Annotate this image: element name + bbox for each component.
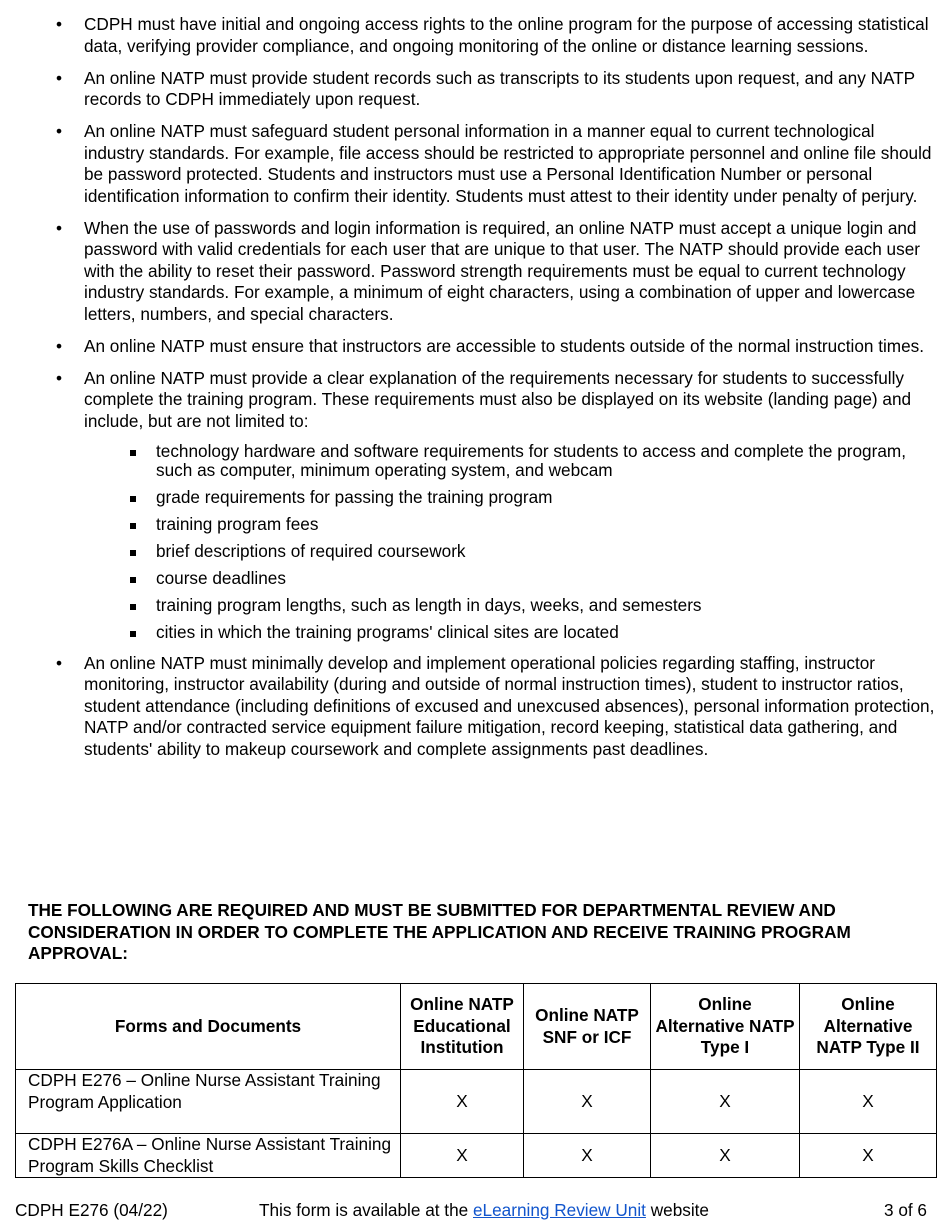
square-bullet-icon	[130, 523, 136, 529]
sub-bullet-text: technology hardware and software requirements for students to access and complete the program, such as computer, minimum operating system, and webcam	[156, 441, 906, 480]
sub-list-item	[84, 596, 936, 615]
requirement-mark: X	[524, 1070, 651, 1134]
form-id: CDPH E276 (04/22)	[15, 1200, 168, 1220]
requirement-mark: X	[651, 1134, 800, 1178]
sub-list-item	[84, 515, 936, 534]
column-header-type-2: Online Alternative NATP Type II	[800, 984, 937, 1070]
sub-list-item	[84, 542, 936, 561]
list-item	[56, 368, 936, 643]
page-number: 3 of 6	[883, 1200, 927, 1220]
document-name: CDPH E276A – Online Nurse Assistant Training Program Skills Checklist	[16, 1134, 401, 1178]
sub-list-item	[84, 488, 936, 507]
bullet-text: When the use of passwords and login information is required, an online NATP must accept a unique login and password with valid credentials for each user that are unique to that user. The NATP should provide each user with the ability to reset their password. Password strength requirements must be equal to current technology industry standards. For example, a minimum of eight characters, using a combination of upper and lowercase letters, numbers, and special characters.	[84, 217, 920, 324]
square-bullet-icon	[130, 496, 136, 502]
sub-bullet-text: training program fees	[156, 514, 319, 534]
column-header-educational: Online NATP Educational Institution	[401, 984, 524, 1070]
website-requirements-list	[84, 442, 936, 642]
list-item	[56, 121, 936, 207]
bullet-icon: •	[56, 121, 63, 141]
column-header-forms: Forms and Documents	[16, 984, 401, 1070]
requirement-mark: X	[401, 1134, 524, 1178]
square-bullet-icon	[130, 631, 136, 637]
requirement-mark: X	[401, 1070, 524, 1134]
requirement-mark: X	[524, 1134, 651, 1178]
column-header-type-1: Online Alternative NATP Type I	[651, 984, 800, 1070]
sub-bullet-text: course deadlines	[156, 568, 286, 588]
list-item	[56, 336, 936, 358]
bullet-text: An online NATP must safeguard student personal information in a manner equal to current technological industry standards. For example, file access should be restricted to appropriate personnel and online file should be password protected. Students and instructors must use a Personal Identification Number or personal identification information to confirm their identity. Students must attest to their identity under penalty of perjury.	[84, 121, 932, 206]
bullet-icon: •	[56, 652, 63, 673]
sub-list-item	[84, 442, 936, 480]
requirement-mark: X	[800, 1134, 937, 1178]
list-item	[56, 653, 936, 761]
availability-suffix: website	[650, 1200, 709, 1220]
bullet-icon: •	[56, 217, 63, 238]
bullet-icon: •	[56, 335, 63, 356]
square-bullet-icon	[130, 604, 136, 610]
list-item	[56, 14, 936, 57]
bullet-icon: •	[56, 367, 63, 388]
sub-bullet-text: cities in which the training programs' clinical sites are located	[156, 622, 619, 642]
table-row	[16, 1070, 937, 1134]
availability-note	[259, 1200, 709, 1221]
column-header-snf-icf: Online NATP SNF or ICF	[524, 984, 651, 1070]
sub-bullet-text: brief descriptions of required coursework	[156, 541, 466, 561]
sub-list-item	[84, 623, 936, 642]
table-header-row	[16, 984, 937, 1070]
requirement-mark: X	[651, 1070, 800, 1134]
table-row	[16, 1134, 937, 1178]
required-documents-table	[15, 983, 937, 1178]
elearning-review-unit-link[interactable]: eLearning Review Unit	[473, 1200, 646, 1220]
sub-bullet-text: training program lengths, such as length in days, weeks, and semesters	[156, 595, 702, 615]
list-item	[56, 68, 936, 111]
bullet-text: CDPH must have initial and ongoing access rights to the online program for the purpose of accessing statistical data, verifying provider compliance, and ongoing monitoring of the online or distance learning sessions.	[84, 14, 929, 56]
section-heading: THE FOLLOWING ARE REQUIRED AND MUST BE SUBMITTED FOR DEPARTMENTAL REVIEW AND CONSIDERATION IN ORDER TO COMPLETE THE APPLICATION AND RECEIVE TRAINING PROGRAM APPROVAL:	[28, 900, 851, 963]
square-bullet-icon	[130, 550, 136, 556]
bullet-text: An online NATP must provide a clear explanation of the requirements necessary for students to successfully complete the training program. These requirements must also be displayed on its website (landing page) and include, but are not limited to:	[84, 367, 912, 431]
sub-list-item	[84, 569, 936, 588]
square-bullet-icon	[130, 577, 136, 583]
bullet-text: An online NATP must minimally develop and implement operational policies regarding staffing, instructor monitoring, instructor availability (during and outside of normal instruction times), student to instructor ratios, student attendance (including definitions of excused and unexcused absences), personal information protection, NATP and/or contracted service equipment failure mitigation, record keeping, statistical data gathering, and students' ability to makeup coursework and complete assignments past deadlines.	[84, 652, 935, 759]
requirements-list	[56, 14, 936, 771]
page-footer	[15, 1200, 927, 1222]
bullet-text: An online NATP must provide student records such as transcripts to its students upon request, and any NATP records to CDPH immediately upon request.	[84, 67, 915, 109]
document-name: CDPH E276 – Online Nurse Assistant Training Program Application	[16, 1070, 401, 1134]
bullet-text: An online NATP must ensure that instructors are accessible to students outside of the normal instruction times.	[84, 335, 925, 356]
sub-bullet-text: grade requirements for passing the training program	[156, 487, 553, 507]
requirement-mark: X	[800, 1070, 937, 1134]
bullet-icon: •	[56, 67, 63, 88]
square-bullet-icon	[130, 450, 136, 456]
list-item	[56, 218, 936, 326]
availability-prefix: This form is available at the	[259, 1200, 469, 1220]
bullet-icon: •	[56, 14, 63, 34]
